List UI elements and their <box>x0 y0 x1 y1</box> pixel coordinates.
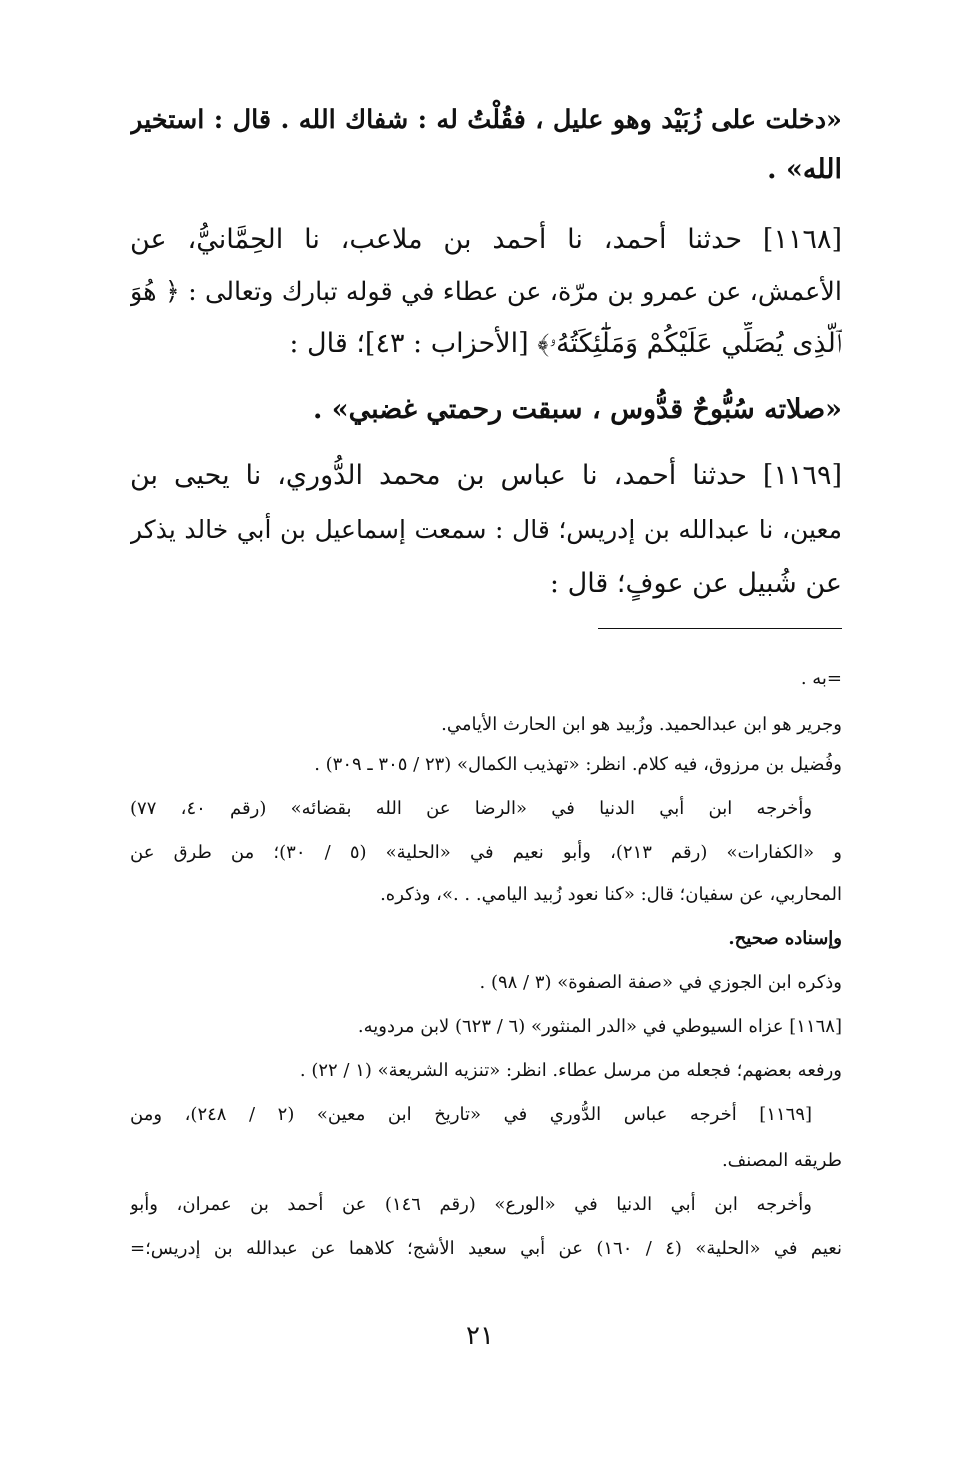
footnote-line: =به . <box>800 668 842 689</box>
footnote-separator <box>598 628 842 629</box>
main-text-line: معين، نا عبدالله بن إدريس؛ قال : سمعت إسماعيل بن أبي خالد يذكر <box>130 515 842 544</box>
footnote-line: وفُضيل بن مرزوق، فيه كلام. انظر: «تهذيب الكمال» (٢٣ / ٣٠٥ ـ ٣٠٩) . <box>314 754 842 775</box>
footnote-line: وجرير هو ابن عبدالحميد. وزُبيد هو ابن الحارث الأيامي. <box>441 714 842 735</box>
main-text-line: الأعمش، عن عمرو بن مرّة، عن عطاء في قوله تبارك وتعالى : ﴿ هُوَ <box>130 277 842 307</box>
footnote-line: طريقه المصنف. <box>721 1150 842 1171</box>
hadith-1168-line: [١١٦٨] حدثنا أحمد، نا أحمد بن ملاعب، نا الحِمَّانيُّ، عن <box>130 224 842 255</box>
footnote-line: [١١٦٩] أخرجه عباس الدُّوري في «تاريخ ابن معين» (٢ / ٢٤٨)، ومن <box>130 1104 812 1125</box>
footnote-line: وإسناده صحيح. <box>728 928 842 949</box>
main-text-line: «دخلت على زُبَيْد وهو عليل ، فقُلْتُ له : شفاك الله . قال : استخير <box>130 105 842 135</box>
footnote-line: وذكره ابن الجوزي في «صفة الصفوة» (٣ / ٩٨) . <box>479 972 842 993</box>
footnote-line: المحاربي، عن سفيان؛ قال: «كنا نعود زُبيد اليامي. . .»، وذكره. <box>380 884 842 905</box>
page-number: ٢١ <box>466 1321 494 1351</box>
hadith-1169-line: [١١٦٩] حدثنا أحمد، نا عباس بن محمد الدُّوري، نا يحيى بن <box>130 460 842 491</box>
footnote-line: ورفعه بعضهم؛ فجعله من مرسل عطاء. انظر: «تنزيه الشريعة» (١ / ٢٢) . <box>299 1060 842 1081</box>
main-text-line: الله» . <box>767 154 842 185</box>
footnote-line: نعيم في «الحلية» (٤ / ١٦٠) عن أبي سعيد الأشج؛ كلاهما عن عبدالله بن إدريس؛= <box>130 1238 842 1259</box>
footnote-line: [١١٦٨] عزاه السيوطي في «الدر المنثور» (٦ / ٦٢٣) لابن مردويه. <box>357 1016 842 1037</box>
quran-verse-line: ٱلَّذِى يُصَلِّي عَلَيْكُمْ وَمَلَٰٓئِكَتُهُۥ﴾ [الأحزاب : ٤٣]؛ قال : <box>289 328 842 359</box>
main-text-line: عن شُبيل عن عوفٍ؛ قال : <box>549 568 842 599</box>
footnote-line: وأخرجه ابن أبي الدنيا في «الورع» (رقم ١٤٦) عن أحمد بن عمران، وأبو <box>130 1194 812 1215</box>
main-text-line: «صلاته سُبُّوحٌ قدُّوس ، سبقت رحمتي غضبي» . <box>312 394 842 425</box>
footnote-line: و «الكفارات» (رقم ٢١٣)، وأبو نعيم في «الحلية» (٥ / ٣٠)؛ من طرق عن <box>130 842 842 863</box>
footnote-line: وأخرجه ابن أبي الدنيا في «الرضا عن الله بقضائه» (رقم ٤٠، ٧٧) <box>130 798 812 819</box>
